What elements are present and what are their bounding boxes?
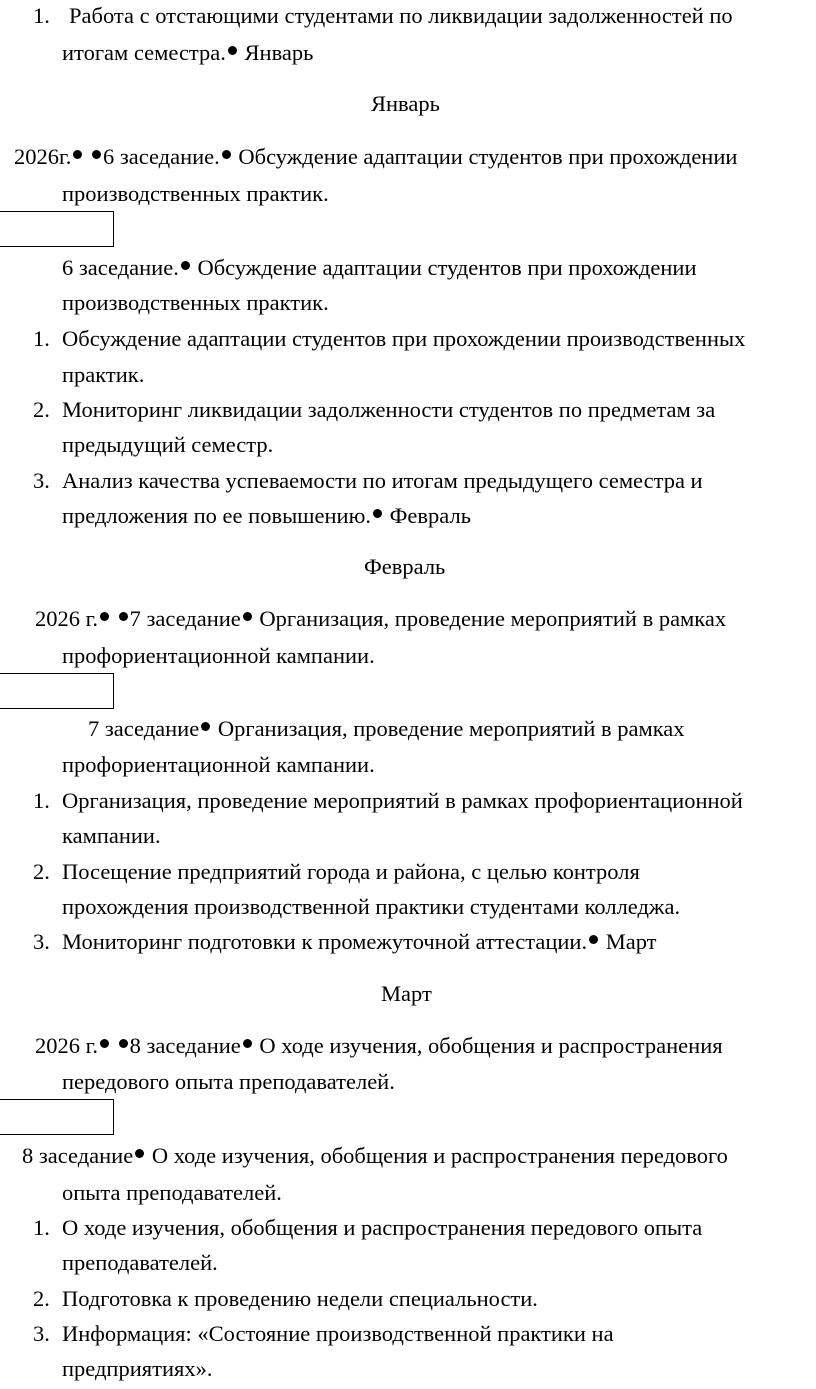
- bullet-icon: [73, 150, 82, 159]
- month-heading: Февраль: [364, 554, 446, 579]
- bullet-icon: [373, 509, 382, 518]
- meeting-date-line: 2026 г. 7 заседание Организация, проведение мероприятий в рамках: [35, 606, 727, 631]
- bullet-icon: [181, 261, 190, 270]
- meeting-desc: производственных практик.: [62, 181, 329, 206]
- list-number: 2.: [33, 397, 50, 422]
- list-item-text: Организация, проведение мероприятий в рамках профориентационной: [62, 788, 743, 813]
- list-number: 3.: [33, 1321, 50, 1346]
- list-number: 1.: [33, 1215, 50, 1240]
- list-item-text: предложения по ее повышению. Февраль: [62, 503, 471, 528]
- bullet-icon: [201, 722, 210, 731]
- meeting-title: 6 заседание. Обсуждение адаптации студентов при прохождении: [62, 255, 697, 280]
- list-number: 1.: [33, 3, 50, 28]
- list-item-text: преподавателей.: [62, 1250, 218, 1275]
- list-item-text: Мониторинг подготовки к промежуточной аттестации. Март: [62, 929, 657, 954]
- list-item-text: Посещение предприятий города и района, с целью контроля: [62, 859, 640, 884]
- bullet-icon: [135, 1149, 144, 1158]
- bullet-icon: [92, 150, 101, 159]
- list-number: 1.: [33, 326, 50, 351]
- list-item-text: практик.: [62, 362, 145, 387]
- list-item-text: Работа с отстающими студентами по ликвидации задолженностей по: [69, 3, 733, 28]
- meeting-desc: производственных практик.: [62, 290, 329, 315]
- list-number: 2.: [33, 859, 50, 884]
- list-item-text: Обсуждение адаптации студентов при прохождении производственных: [62, 326, 746, 351]
- bullet-icon: [222, 150, 231, 159]
- list-item-text: О ходе изучения, обобщения и распространения передового опыта: [62, 1215, 703, 1240]
- meeting-date-line: 2026г. 6 заседание. Обсуждение адаптации студентов при прохождении: [14, 144, 738, 169]
- meeting-desc: профориентационной кампании.: [62, 752, 375, 777]
- bullet-icon: [243, 612, 252, 621]
- list-item-text: Анализ качества успеваемости по итогам предыдущего семестра и: [62, 468, 703, 493]
- table-cell-box: [0, 211, 114, 247]
- bullet-icon: [589, 935, 598, 944]
- list-item-text: итогам семестра. Январь: [62, 40, 314, 65]
- table-cell-box: [0, 673, 114, 709]
- list-number: 3.: [33, 468, 50, 493]
- bullet-icon: [119, 1039, 128, 1048]
- bullet-icon: [228, 46, 237, 55]
- bullet-icon: [119, 612, 128, 621]
- bullet-icon: [100, 612, 109, 621]
- meeting-title: 7 заседание Организация, проведение мероприятий в рамках: [88, 716, 685, 741]
- meeting-desc: профориентационной кампании.: [62, 643, 375, 668]
- meeting-title: 8 заседание О ходе изучения, обобщения и распространения передового: [22, 1143, 728, 1168]
- meeting-desc: опыта преподавателей.: [62, 1180, 282, 1205]
- bullet-icon: [243, 1039, 252, 1048]
- list-item-text: предприятиях».: [62, 1356, 213, 1381]
- list-item-text: предыдущий семестр.: [62, 432, 274, 457]
- list-item-text: кампании.: [62, 823, 161, 848]
- list-number: 3.: [33, 929, 50, 954]
- meeting-desc: передового опыта преподавателей.: [62, 1069, 395, 1094]
- table-cell-box: [0, 1099, 114, 1135]
- month-heading: Январь: [371, 91, 440, 116]
- list-item-text: Мониторинг ликвидации задолженности студентов по предметам за: [62, 397, 716, 422]
- list-item-text: прохождения производственной практики студентами колледжа.: [62, 894, 681, 919]
- bullet-icon: [100, 1039, 109, 1048]
- list-number: 2.: [33, 1286, 50, 1311]
- list-item-text: Подготовка к проведению недели специальности.: [62, 1286, 538, 1311]
- month-heading: Март: [381, 981, 432, 1006]
- meeting-date-line: 2026 г. 8 заседание О ходе изучения, обобщения и распространения: [35, 1033, 723, 1058]
- list-number: 1.: [33, 788, 50, 813]
- list-item-text: Информация: «Состояние производственной практики на: [62, 1321, 614, 1346]
